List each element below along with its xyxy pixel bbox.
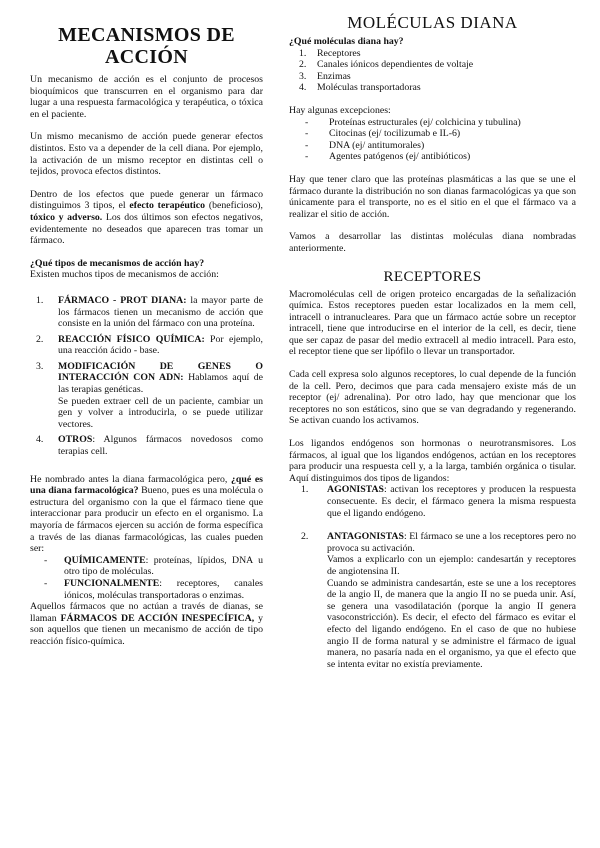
list-number: 1. bbox=[36, 294, 44, 306]
bold-term: AGONISTAS bbox=[327, 484, 384, 496]
text-span: Moléculas transportadoras bbox=[317, 82, 421, 94]
paragraph-efectos-distintos: Un mismo mecanismo de acción puede generar efectos distintos. Esto va a depender de la cell diana. Por ejemplo, la activación de un mismo receptor en distintas cell o tejidos, provoca efectos distintos. bbox=[30, 131, 263, 178]
text-span: (beneficioso), bbox=[205, 200, 263, 212]
intro-paragraph: Un mecanismo de acción es el conjunto de procesos bioquímicos que transcurren en el organismo para dar lugar a una respuesta farmacológica y terapéutica, o tóxica en el paciente. bbox=[30, 74, 263, 120]
list-item bbox=[289, 48, 576, 60]
list-item bbox=[289, 151, 576, 163]
text-span: : proteínas, lípidos, DNA u otro tipo de moléculas. bbox=[64, 554, 263, 578]
tipos-list bbox=[30, 295, 263, 458]
bold-term: QUÍMICAMENTE bbox=[64, 554, 146, 566]
list-item bbox=[30, 334, 263, 357]
list-number: 3. bbox=[299, 70, 307, 82]
list-item bbox=[30, 578, 263, 601]
excepciones-intro: Hay algunas excepciones: bbox=[289, 104, 391, 116]
dianas-list bbox=[30, 555, 263, 601]
list-number: 4. bbox=[299, 82, 307, 94]
text-span: Proteínas estructurales (ej/ colchicina y tubulina) bbox=[329, 116, 521, 128]
paragraph-diana-farmacologica bbox=[30, 474, 263, 555]
bold-term: FÁRMACOS DE ACCIÓN INESPECÍFICA, bbox=[60, 612, 255, 624]
text-span: Hablamos aquí de las terapias genéticas. bbox=[58, 372, 264, 396]
list-number: 2. bbox=[301, 531, 309, 543]
text-span: Agentes patógenos (ej/ antibióticos) bbox=[329, 151, 471, 163]
bold-term: tóxico y adverso. bbox=[30, 211, 103, 223]
dash-bullet: - bbox=[44, 577, 48, 589]
ligandos-list bbox=[289, 484, 576, 670]
text-span: : receptores, canales iónicos, moléculas transportadoras o enzimas. bbox=[64, 577, 263, 601]
list-number: 1. bbox=[299, 47, 307, 59]
list-item bbox=[289, 140, 576, 152]
list-item bbox=[289, 82, 576, 94]
list-item-extra: Se pueden extraer cell de un paciente, cambiar un gen y volver a introducirla, o se puede utilizar vectores. bbox=[58, 395, 263, 430]
bold-term: ANTAGONISTAS bbox=[327, 531, 404, 543]
dash-bullet: - bbox=[44, 554, 48, 566]
text-span: Bueno, pues es una molécula o estructura del organismo con la que el fármaco tiene que interaccionar para producir un efecto en el organismo. La mayoría de fármacos ejercen su acción de forma específica a través de las dianas farmacológicas, las cuales pueden ser: bbox=[30, 485, 264, 555]
right-column bbox=[289, 0, 576, 670]
paragraph-receptores-2: Cada cell expresa solo algunos receptores, lo cual depende de la función de la cell. Pero, decimos que para cada mensajero existe más de un receptor (ej/ adrenalina). Por otro lado, hay que mencionar que los receptores no son estáticos, sino que se van degradando y regenerando. Se activan cuando los activamos. bbox=[289, 369, 576, 427]
list-number: 3. bbox=[36, 360, 44, 372]
dash-bullet: - bbox=[305, 116, 309, 128]
tipos-intro: Existen muchos tipos de mecanismos de acción: bbox=[30, 269, 219, 281]
question-tipos-mecanismos: ¿Qué tipos de mecanismos de acción hay? bbox=[30, 257, 205, 269]
text-span: Canales iónicos dependientes de voltaje bbox=[317, 59, 474, 71]
list-item bbox=[30, 295, 263, 330]
bold-term: REACCIÓN FÍSICO QUÍMICA: bbox=[58, 333, 205, 345]
paragraph-tipos-efectos bbox=[30, 189, 263, 247]
title-mecanismos: MECANISMOS DE ACCIÓN bbox=[58, 24, 235, 68]
list-item bbox=[30, 555, 263, 578]
title-moleculas-diana: MOLÉCULAS DIANA bbox=[347, 13, 518, 32]
excepciones-list bbox=[289, 117, 576, 163]
bold-term: OTROS bbox=[58, 434, 93, 446]
list-item bbox=[289, 531, 576, 670]
dash-bullet: - bbox=[305, 151, 309, 163]
text-span: Aquellos fármacos que no actúan a través de dianas, se llaman bbox=[30, 601, 263, 624]
list-item bbox=[30, 361, 263, 431]
question-moleculas-diana: ¿Qué moléculas diana hay? bbox=[289, 36, 404, 47]
text-span: Enzimas bbox=[317, 70, 351, 82]
dash-bullet: - bbox=[305, 128, 309, 140]
text-span: Por ejemplo, una reacción ácido - base. bbox=[58, 333, 263, 357]
text-span: DNA (ej/ antitumorales) bbox=[329, 139, 425, 151]
left-column bbox=[30, 0, 263, 648]
text-span: Citocinas (ej/ tocilizumab e IL-6) bbox=[329, 128, 461, 140]
text-span: : El fármaco se une a los receptores pero no provoca su activación. bbox=[327, 531, 576, 554]
text-span: y son aquellos que tienen un mecanismo de acción de tipo reacción físico-química. bbox=[30, 612, 263, 647]
list-item bbox=[289, 117, 576, 129]
moleculas-diana-list bbox=[289, 48, 576, 94]
list-item bbox=[289, 71, 576, 83]
text-span: Dentro de los efectos que puede generar un fármaco distinguimos 3 tipos, el bbox=[30, 188, 263, 212]
list-number: 2. bbox=[299, 59, 307, 71]
bold-term: MODIFICACIÓN DE GENES O INTERACCIÓN CON ADN: bbox=[58, 360, 263, 384]
list-number: 2. bbox=[36, 333, 44, 345]
text-span: Receptores bbox=[317, 47, 361, 59]
list-item bbox=[289, 128, 576, 140]
list-item bbox=[30, 434, 263, 457]
bold-term: ¿qué es una diana farmacológica? bbox=[30, 473, 263, 497]
bold-term: FUNCIONALMENTE bbox=[64, 577, 160, 589]
list-item-extra: Vamos a explicarlo con un ejemplo: candesartán y receptores de angiotensina II. bbox=[327, 554, 576, 577]
dash-bullet: - bbox=[305, 139, 309, 151]
list-number: 1. bbox=[301, 484, 309, 496]
paragraph-desarrollar: Vamos a desarrollar las distintas moléculas diana nombradas anteriormente. bbox=[289, 231, 576, 254]
paragraph-receptores-1: Macromoléculas cell de origen proteico encargadas de la señalización química. Estos receptores pueden estar localizados en la mem cell, intracell o intranucleares. Para que un fármaco actúe sobre un receptor intracell, tiene que introducirse en el interior de la cell, es decir, tiene que ser capaz de pasar del medio extracell al medio intracell. Para esto, el receptor tiene que ser lipófilo o llevar un transportador. bbox=[289, 288, 576, 358]
text-span: Los dos últimos son efectos negativos, evidentemente no deseados que aparecen tras tomar un fármaco. bbox=[30, 211, 263, 247]
text-span: He nombrado antes la diana farmacológica pero, bbox=[30, 473, 232, 485]
text-span: la mayor parte de los fármacos tienen un mecanismo de acción que consiste en la unión del fármaco con una proteína. bbox=[58, 294, 263, 330]
list-item-extra: Cuando se administra candesartán, este se une a los receptores de la angio II, de manera que la angio II no se pueda unir. Así, se genera una vasodilatación (porque la angio II genera vasoconstricción). Es decir, el efecto del fármaco es evitar el efecto del ligando endógeno. En el caso de que no hubiese angio II de forma natural y se administre el fármaco de igual manera, no pasaría nada en el organismo, ya que el efecto que se intenta evitar no existía previamente. bbox=[327, 577, 576, 670]
list-number: 4. bbox=[36, 434, 44, 446]
text-span: : activan los receptores y producen la respuesta consecuente. Es decir, el fármaco genera la misma respuesta que el ligando endógeno. bbox=[327, 484, 576, 519]
paragraph-receptores-3: Los ligandos endógenos son hormonas o neurotransmisores. Los fármacos, al igual que los ligandos endógenos, actúan en los receptores para producir una respuesta cell y, a la larga, también orgánica o tisular. Aquí distinguimos dos tipos de ligandos: bbox=[289, 438, 576, 484]
title-receptores: RECEPTORES bbox=[383, 268, 482, 285]
bold-term: efecto terapéutico bbox=[129, 200, 206, 212]
paragraph-proteinas-plasmaticas: Hay que tener claro que las proteínas plasmáticas a las que se une el fármaco durante la distribución no son dianas farmacológicas ya que son únicamente para el transporte, no es el sitio en el que el fármaco va a realizar el sitio de acción. bbox=[289, 173, 576, 220]
paragraph-accion-inespecifica bbox=[30, 601, 263, 647]
bold-term: FÁRMACO - PROT DIANA: bbox=[58, 294, 187, 306]
list-item bbox=[289, 59, 576, 71]
list-item bbox=[289, 484, 576, 519]
text-span: : Algunos fármacos novedosos como terapias cell. bbox=[58, 434, 263, 458]
